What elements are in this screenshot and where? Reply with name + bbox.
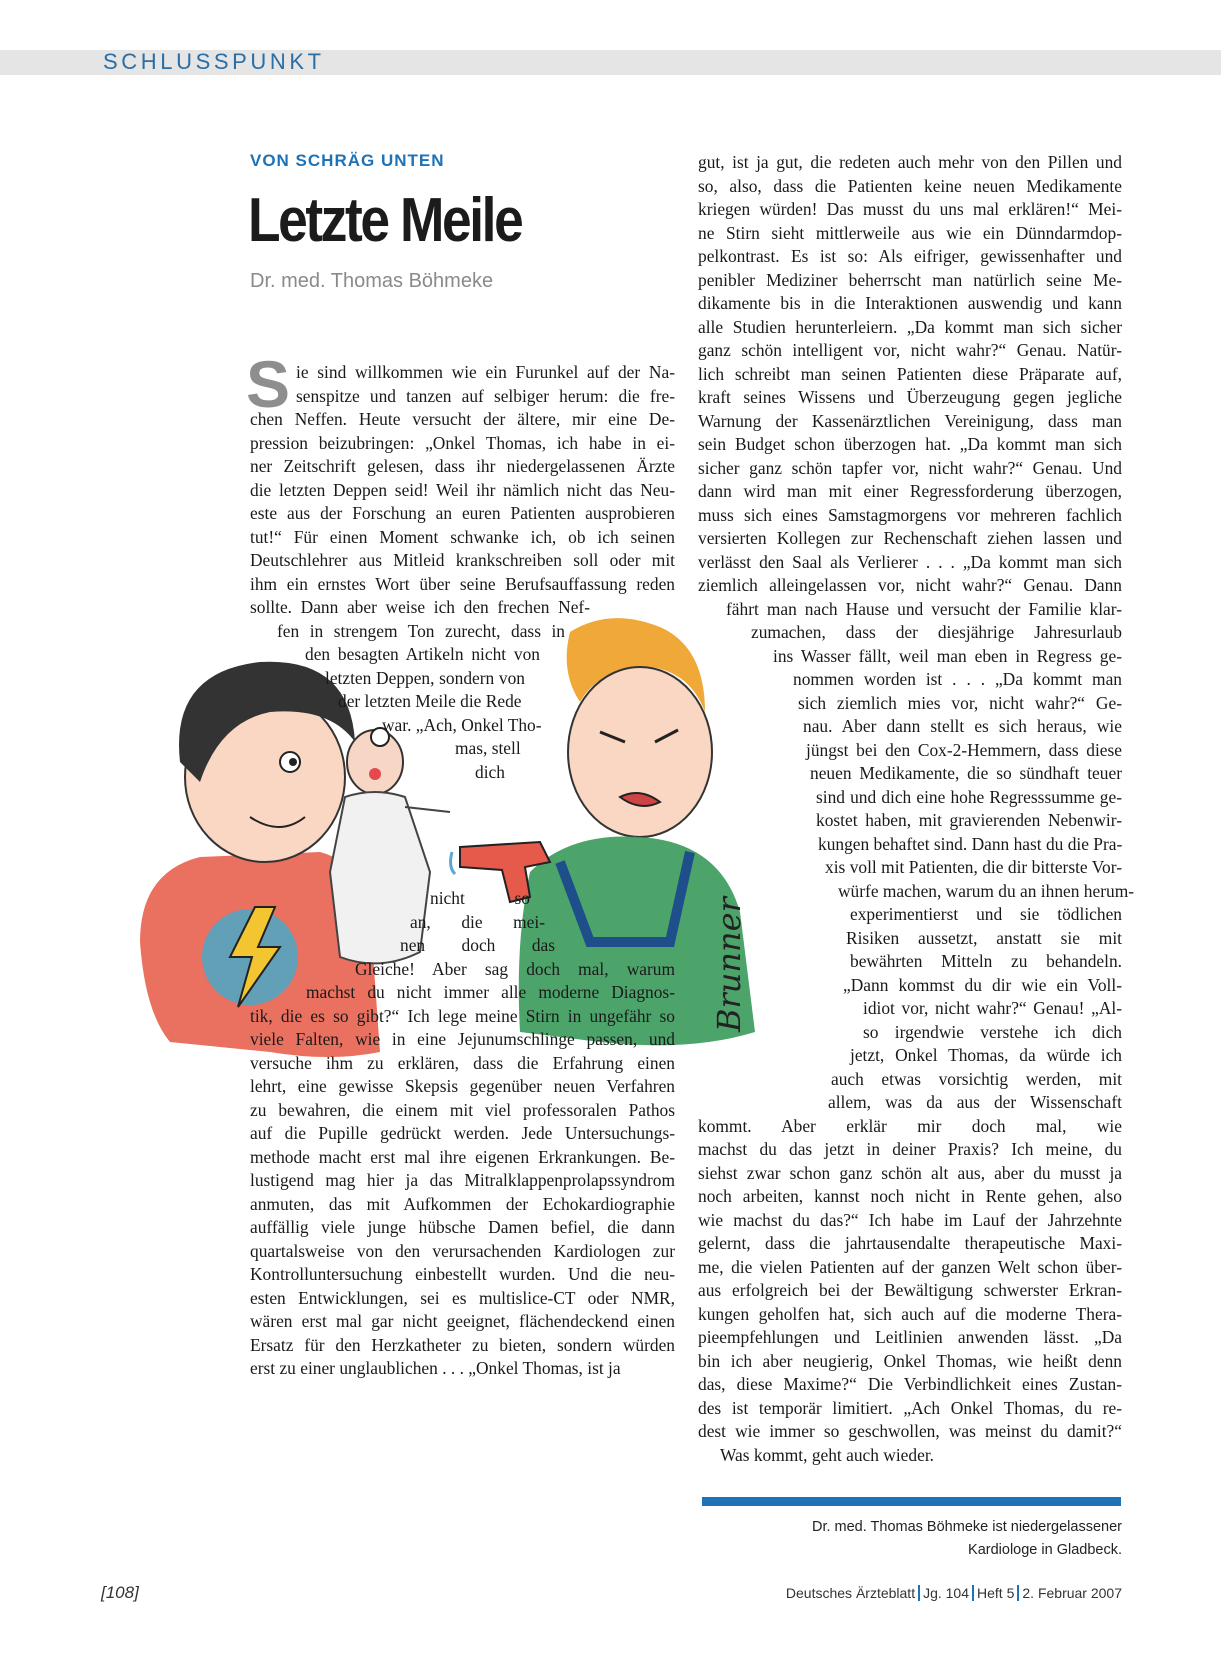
text-line: war. „Ach, Onkel Tho-: [382, 714, 542, 735]
text-line: pelkontrast. Es ist so: Als eifriger, gewissenhafter und: [698, 246, 1122, 266]
journal-footer: [786, 1585, 1122, 1601]
text-line: viele Falten, wie in eine Jejunumschlinge passen, und: [250, 1029, 675, 1049]
journal-volume: Jg. 104: [923, 1585, 970, 1601]
text-line: wie machst du das?“ Ich habe im Lauf der Jahrzehnte: [698, 1209, 1122, 1230]
text-line: methode macht erst mal ihre eigenen Erkrankungen. Be-: [250, 1146, 675, 1167]
text-line: alle Studien herunterleiern. „Da kommt man sich sicher: [698, 316, 1122, 337]
text-line: mas, stell: [455, 738, 521, 758]
text-line: nicht so: [430, 888, 530, 908]
text-line: kostet haben, mit gravierenden Nebenwir-: [816, 810, 1122, 830]
text-line: verlässt den Saal als Verlierer . . . „Da kommt man sich: [698, 551, 1122, 572]
text-line: nommen worden ist . . . „Da kommt man: [793, 669, 1122, 689]
bio-rule: [702, 1497, 1121, 1506]
text-line: muss sich eines Samstagmorgens vor mehreren fachlich: [698, 504, 1122, 525]
text-line: kungen behaftet sind. Dann hast du die Pra-: [818, 833, 1123, 854]
author-bio: [702, 1516, 1122, 1562]
text-line: versierten Kollegen zur Rechenschaft ziehen lassen und: [698, 528, 1122, 548]
text-line: penibler Mediziner beherrscht man natürlich seine Me-: [698, 269, 1122, 290]
text-line: wären erst mal gar nicht geeignet, flächendeckend einen: [250, 1311, 675, 1331]
text-line: auch etwas vorsichtig werden, mit: [831, 1068, 1122, 1089]
text-line: Risiken aussetzt, anstatt sie mit: [846, 927, 1122, 948]
journal-issue: Heft 5: [977, 1585, 1015, 1601]
text-line: sein Budget schon überzogen hat. „Da kommt man sich: [698, 434, 1122, 454]
text-line: sich ziemlich mies vor, nicht wahr?“ Ge-: [798, 692, 1122, 713]
drop-cap: S: [246, 347, 291, 421]
text-line: den besagten Artikeln nicht von: [305, 644, 540, 664]
text-line: bewährten Mitteln zu behandeln.: [850, 951, 1122, 971]
text-line: ie sind willkommen wie ein Furunkel auf der Na-: [296, 362, 675, 382]
text-line: ganz schön intelligent vor, nicht wahr?“ Genau. Natür-: [698, 340, 1122, 360]
text-line: des ist temporär limitiert. „Ach Onkel Thomas, du re-: [698, 1397, 1122, 1418]
text-line: fährt man nach Hause und versucht der Familie klar-: [726, 598, 1122, 619]
text-line: dich: [475, 761, 505, 782]
text-line: lehrt, eine gewisse Skepsis gegenüber neuen Verfahren: [250, 1076, 675, 1096]
text-line: „Dann kommst du dir wie ein Voll-: [843, 974, 1122, 995]
text-line: kriegen würden! Das musst du uns mal erklären!“ Mei-: [698, 199, 1122, 219]
text-line: sicher ganz schön tapfer vor, nicht wahr?“ Genau. Und: [698, 457, 1122, 478]
author-bio-line: Dr. med. Thomas Böhmeke ist niedergelassener: [811, 1519, 1122, 1535]
text-line: jetzt, Onkel Thomas, da würde ich: [850, 1045, 1122, 1065]
text-line: dest wie immer so geschwollen, was meinst du damit?“: [698, 1421, 1122, 1441]
text-line: zu bewahren, die einem mit viel professoralen Pathos: [250, 1099, 675, 1120]
text-line: letzten Deppen, sondern von: [325, 667, 525, 688]
text-line: chen Neffen. Heute versucht der ältere, mir eine De-: [250, 409, 675, 429]
text-line: der letzten Meile die Rede: [338, 691, 522, 711]
text-line: machst du das jetzt in deiner Praxis? Ich meine, du: [698, 1139, 1122, 1159]
article-author: Dr. med. Thomas Böhmeke: [250, 270, 494, 292]
text-line: anmuten, das mit Aufkommen der Echokardiographie: [250, 1193, 675, 1214]
text-line: allem, was da aus der Wissenschaft: [828, 1092, 1122, 1112]
text-line: jüngst bei den Cox-2-Hemmern, dass diese: [806, 739, 1122, 760]
article-column-2: [698, 151, 1135, 1467]
text-line: pression beizubringen: „Onkel Thomas, ich habe in ei-: [250, 432, 675, 453]
text-line: siehst zwar schon ganz schön alt aus, aber du musst ja: [698, 1162, 1122, 1183]
text-line: lich schreibt man seinen Patienten diese Präparate auf,: [698, 363, 1122, 384]
text-line: tut!“ Für einen Moment schwanke ich, ob ich seinen: [250, 526, 675, 547]
text-line: erst zu einer unglaublichen . . . „Onkel Thomas, ist ja: [250, 1358, 621, 1378]
text-line: an, die mei-: [410, 911, 545, 932]
text-line: este aus der Forschung an euren Patienten ausprobieren: [250, 503, 675, 523]
illustration-signature: Brunner: [710, 897, 748, 1032]
text-line: nen doch das: [400, 935, 555, 955]
page-number: [108]: [101, 1583, 139, 1602]
text-line: gut, ist ja gut, die redeten auch mehr von den Pillen und: [698, 152, 1122, 172]
text-line: auf die Pupille gedrückt werden. Jede Untersuchungs-: [250, 1123, 675, 1143]
text-line: kraft seines Wissens und Überzeugung gegen jegliche: [698, 387, 1122, 407]
text-line: ne Stirn sieht mittlerweile aus wie ein Dünndarmdop-: [698, 222, 1122, 243]
text-line: machst du nicht immer alle moderne Diagnos-: [306, 982, 675, 1002]
article-kicker: VON SCHRÄG UNTEN: [250, 151, 445, 170]
text-line: würfe machen, warum du an ihnen herum-: [838, 880, 1135, 901]
journal-date: 2. Februar 2007: [1022, 1585, 1122, 1601]
text-line: Gleiche! Aber sag doch mal, warum: [355, 958, 675, 979]
text-line: Ersatz für den Herzkatheter zu bieten, sondern würden: [250, 1334, 675, 1355]
text-line: ins Wasser fällt, weil man eben in Regress ge-: [773, 645, 1122, 666]
text-line: idiot vor, nicht wahr?“ Genau! „Al-: [863, 998, 1122, 1018]
text-line: Was kommt, geht auch wieder.: [720, 1444, 934, 1465]
text-line: Deutschlehrer aus Mitleid krankschreiben soll oder mit: [250, 550, 675, 570]
text-line: nau. Aber dann stellt es sich heraus, wie: [803, 716, 1122, 736]
text-line: fen in strengem Ton zurecht, dass in: [277, 620, 565, 641]
journal-name: Deutsches Ärzteblatt: [785, 1585, 916, 1601]
text-line: versuche ihm zu erklären, dass die Erfahrung einen: [250, 1052, 675, 1073]
article-column-1: [250, 361, 675, 1381]
text-line: noch arbeiten, kannst noch nicht in Rente gehen, also: [698, 1186, 1122, 1206]
text-line: me, die vielen Patienten auf der ganzen Welt schon über-: [698, 1256, 1122, 1277]
text-line: senspitze und tanzen auf selbiger herum: die fre-: [296, 385, 675, 406]
text-line: dikamente bis in die Interaktionen auswendig und kann: [698, 293, 1122, 313]
text-line: die letzten Deppen seid! Weil ihr nämlich nicht das Neu-: [250, 479, 675, 500]
text-line: neuen Medikamente, die so sündhaft teuer: [810, 763, 1122, 783]
text-line: sind und dich eine hohe Regresssumme ge-: [816, 786, 1122, 807]
text-line: dann wird man mit einer Regressforderung überzogen,: [698, 481, 1122, 501]
text-line: so, also, dass die Patienten keine neuen Medikamente: [698, 175, 1122, 196]
text-line: bin ich aber neugierig, Onkel Thomas, wie heißt denn: [698, 1350, 1122, 1371]
text-line: gelernt, dass die jahrtausendalte therapeutische Maxi-: [698, 1233, 1122, 1253]
section-label: SCHLUSSPUNKT: [103, 49, 325, 74]
text-line: zumachen, dass der diesjährige Jahresurlaub: [751, 622, 1122, 642]
text-line: ihm ein ernstes Wort über seine Berufsauffassung reden: [250, 573, 675, 594]
text-line: Kontrolluntersuchung einbestellt wurden. Und die neu-: [250, 1264, 675, 1284]
text-line: quartalsweise von den verursachenden Kardiologen zur: [250, 1240, 675, 1261]
text-line: auffällig viele junge hübsche Damen befiel, die dann: [250, 1217, 675, 1237]
text-line: sollte. Dann aber weise ich den frechen Nef-: [250, 597, 590, 617]
article-title: Letzte Meile: [248, 186, 522, 255]
text-line: pieempfehlungen und Leitlinien anwenden lässt. „Da: [698, 1327, 1122, 1347]
text-line: kommt. Aber erklär mir doch mal, wie: [698, 1115, 1122, 1136]
author-bio-line: Kardiologe in Gladbeck.: [968, 1542, 1122, 1558]
text-line: esten Entwicklungen, sei es multislice-CT oder NMR,: [250, 1287, 675, 1308]
text-line: Warnung der Kassenärztlichen Vereinigung, dass man: [698, 410, 1122, 431]
text-line: xis voll mit Patienten, die dir bitterste Vor-: [825, 857, 1122, 877]
text-line: experimentierst und sie tödlichen: [850, 904, 1122, 924]
text-line: kungen geholfen hat, sich auch auf die moderne Thera-: [698, 1303, 1122, 1324]
text-line: aus erfolgreich bei der Bewältigung schwerster Erkran-: [698, 1280, 1122, 1300]
text-line: das, diese Maxime?“ Die Verbindlichkeit eines Zustan-: [698, 1374, 1122, 1394]
text-line: ziemlich alleingelassen vor, nicht wahr?“ Genau. Dann: [698, 575, 1122, 595]
text-line: ner Zeitschrift gelesen, dass ihr niedergelassenen Ärzte: [250, 456, 675, 476]
text-line: tik, die es so gibt?“ Ich lege meine Stirn in ungefähr so: [250, 1005, 675, 1026]
text-line: so irgendwie verstehe ich dich: [863, 1021, 1122, 1042]
text-line: lustigend mag hier ja das Mitralklappenprolapssyndrom: [250, 1170, 675, 1190]
